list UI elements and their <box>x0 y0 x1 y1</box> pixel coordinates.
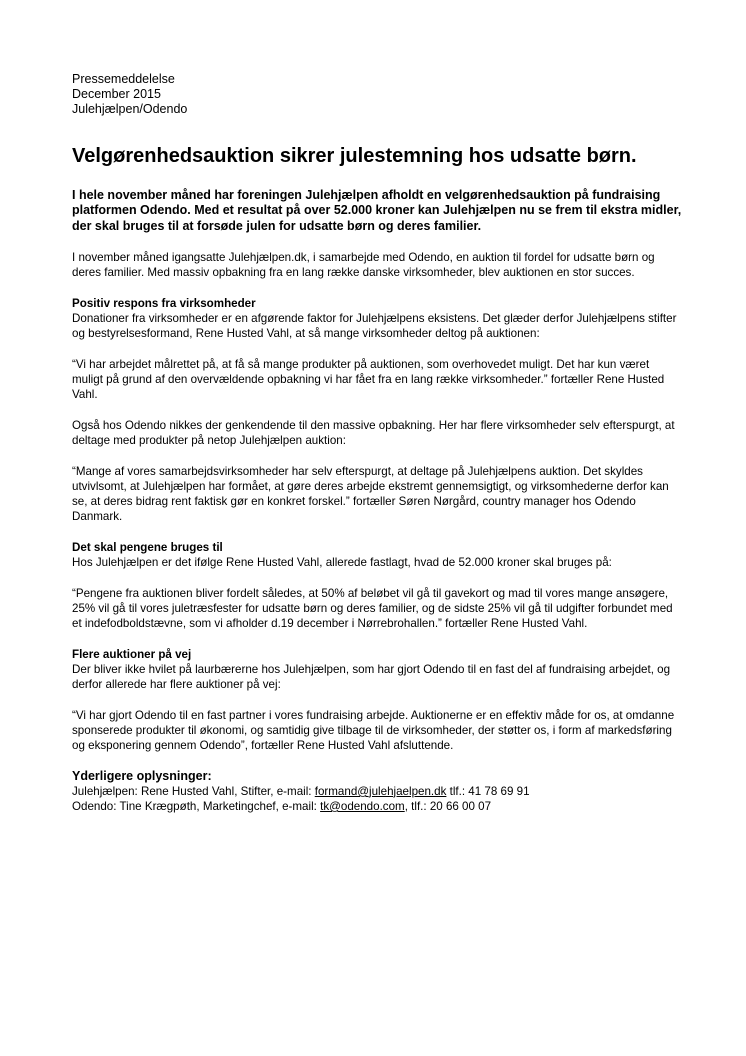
quote-paragraph: “Vi har gjort Odendo til en fast partner i vores fundraising arbejde. Auktionerne er en effektiv måde for os, at omdanne sponserede produkter til økonomi, og samtidig give tilbage til de virksomheder, der støtter os, i form af markedsføring og eksponering gennem Odendo”, fortæller Rene Husted Vahl afsluttende. <box>72 708 675 752</box>
contact-julehjaelpen <box>72 784 682 799</box>
email-link-julehjaelpen[interactable]: formand@julehjaelpen.dk <box>314 784 447 798</box>
document-page <box>72 72 682 814</box>
section-paragraph: Donationer fra virksomheder er en afgørende faktor for Julehjælpens eksistens. Det glæder derfor Julehjælpens stifter og bestyrelsesformand, Rene Husted Vahl, at så mange virksomheder deltog på auktionen: <box>72 311 677 340</box>
contact-odendo <box>72 799 682 814</box>
contact-text: , tlf.: 20 66 00 07 <box>404 799 492 813</box>
section-heading: Det skal pengene bruges til <box>72 540 223 554</box>
document-date: December 2015 <box>72 87 161 101</box>
intro-paragraph: I november måned igangsatte Julehjælpen.dk, i samarbejde med Odendo, en auktion til fordel for udsatte børn og deres familier. Med massiv opbakning fra en lang række danske virksomheder, blev auktionen en stor succes. <box>72 250 655 279</box>
section-heading: Positiv respons fra virksomheder <box>72 296 256 310</box>
section-more-auctions <box>72 647 682 692</box>
contact-text: tlf.: 41 78 69 91 <box>446 784 530 798</box>
page-title: Velgørenhedsauktion sikrer julestemning hos udsatte børn. <box>72 145 637 167</box>
quote-paragraph: “Vi har arbejdet målrettet på, at få så mange produkter på auktionen, som overhovedet muligt. Det har kun været muligt på grund af den overvældende opbakning vi har fået fra en lang række virksomheder.” fortæller Rene Husted Vahl. <box>72 357 665 401</box>
body-paragraph: Også hos Odendo nikkes der genkendende til den massive opbakning. Her har flere virksomheder selv efterspurgt, at deltage med produkter på netop Julehjælpen auktion: <box>72 418 675 447</box>
section-paragraph: Hos Julehjælpen er det ifølge Rene Husted Vahl, allerede fastlagt, hvad de 52.000 kroner skal bruges på: <box>72 555 612 569</box>
contact-text: Odendo: Tine Krægpøth, Marketingchef, e-mail: <box>72 799 321 813</box>
contact-text: Julehjælpen: Rene Husted Vahl, Stifter, e-mail: <box>72 784 315 798</box>
document-header <box>72 72 682 117</box>
document-type: Pressemeddelelse <box>72 72 175 86</box>
contacts-heading: Yderligere oplysninger: <box>72 768 212 783</box>
document-organizations: Julehjælpen/Odendo <box>72 102 188 116</box>
section-heading: Flere auktioner på vej <box>72 647 192 661</box>
section-paragraph: Der bliver ikke hvilet på laurbærerne hos Julehjælpen, som har gjort Odendo til en fast del af fundraising arbejdet, og derfor allerede har flere auktioner på vej: <box>72 662 671 691</box>
email-link-odendo[interactable]: tk@odendo.com <box>320 799 405 813</box>
quote-paragraph: “Mange af vores samarbejdsvirksomheder har selv efterspurgt, at deltage på Julehjælpens auktion. Det skyldes utvivlsomt, at Julehjælpen har formået, at gøre deres arbejde ekstremt gennemsigtigt, og virksomhederne derfor kan se, at deres bidrag rent faktisk gør en konkret forskel.” fortæller Søren Nørgård, country manager hos Odendo Danmark. <box>72 464 669 523</box>
section-money-usage <box>72 540 682 570</box>
section-positive-response <box>72 296 682 341</box>
lead-paragraph: I hele november måned har foreningen Julehjælpen afholdt en velgørenhedsauktion på fundraising platformen Odendo. Med et resultat på over 52.000 kroner kan Julehjælpen nu se frem til ekstra midler, der skal bruges til at forsøde julen for udsatte børn og deres familier. <box>72 188 682 233</box>
contact-information <box>72 769 682 814</box>
quote-paragraph: “Pengene fra auktionen bliver fordelt således, at 50% af beløbet vil gå til gavekort og mad til vores mange ansøgere, 25% vil gå til vores juletræsfester for udsatte børn og deres familier, og de sidste 25% vil gå til udgifter forbundet med et indefodboldstævne, som vi afholder d.19 december i Nørrebrohallen.” fortæller Rene Husted Vahl. <box>72 586 673 630</box>
